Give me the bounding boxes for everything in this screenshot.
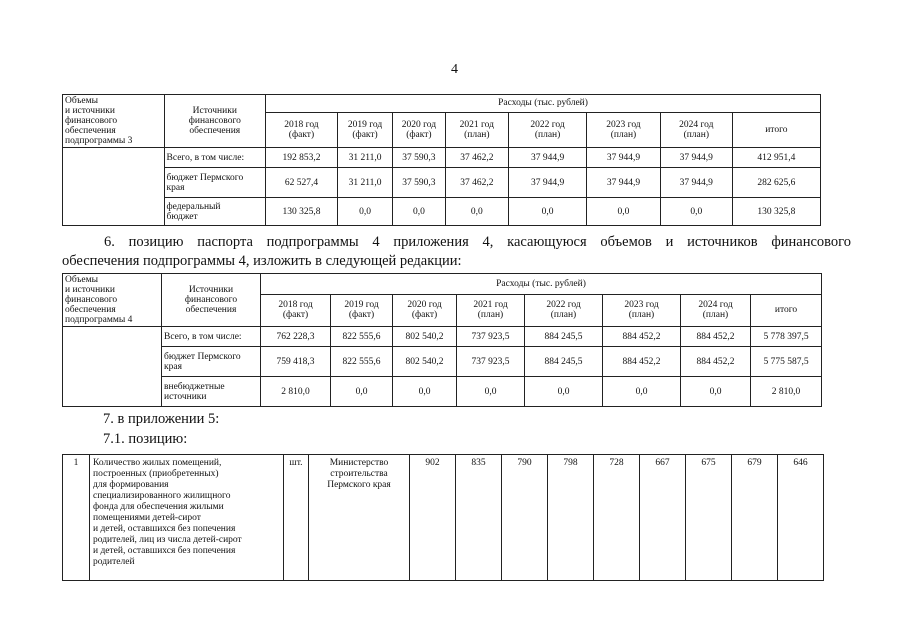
value-cell: 37 944,9 (587, 168, 661, 198)
row-label: федеральный бюджет (164, 198, 266, 226)
value-cell: 37 944,9 (660, 148, 732, 168)
value-cell: 0,0 (681, 377, 751, 407)
financing-table-subprogram-3 (62, 94, 821, 226)
value-cell: 130 325,8 (266, 198, 338, 226)
year-header: 2022 год (план) (509, 112, 587, 147)
indicator-unit: шт. (284, 455, 309, 581)
financing-table-subprogram-4 (62, 273, 822, 407)
value-cell: 37 944,9 (509, 148, 587, 168)
paragraph-6 (62, 233, 851, 271)
year-header: 2019 год (факт) (331, 294, 393, 326)
value-cell: 884 245,5 (525, 347, 603, 377)
value-cell: 0,0 (587, 198, 661, 226)
value-cell: 759 418,3 (261, 347, 331, 377)
year-header: 2018 год (факт) (261, 294, 331, 326)
indicator-value: 835 (456, 455, 502, 581)
value-cell: 737 923,5 (457, 347, 525, 377)
value-cell: 0,0 (509, 198, 587, 226)
indicator-name: Количество жилых помещений, построенных (приобретенных) для формирования специализированного жилищного фонда для обеспечения жилыми помещениями детей-сирот и детей, оставшихся без попечения родителей, лиц из числа детей-сирот и детей, оставшихся без попечения родителей (90, 455, 284, 581)
value-cell: 37 944,9 (660, 168, 732, 198)
value-cell: 762 228,3 (261, 327, 331, 347)
year-header: 2023 год (план) (603, 294, 681, 326)
value-cell: 282 625,6 (732, 168, 820, 198)
value-cell: 0,0 (393, 198, 445, 226)
value-cell: 31 211,0 (337, 148, 392, 168)
expenses-header: Расходы (тыс. рублей) (266, 95, 821, 113)
value-cell: 37 944,9 (587, 148, 661, 168)
value-cell: 5 775 587,5 (751, 347, 822, 377)
value-cell: 884 452,2 (603, 347, 681, 377)
value-cell: 802 540,2 (393, 327, 457, 347)
indicator-value: 790 (502, 455, 548, 581)
table-first-cell: Объемы и источники финансового обеспечения подпрограммы 3 (63, 95, 165, 148)
value-cell: 737 923,5 (457, 327, 525, 347)
value-cell: 0,0 (393, 377, 457, 407)
value-cell: 37 462,2 (445, 148, 509, 168)
indicator-value: 902 (410, 455, 456, 581)
year-header: 2021 год (план) (445, 112, 509, 147)
page-number: 4 (451, 62, 458, 77)
year-header: 2020 год (факт) (393, 112, 445, 147)
year-header: 2024 год (план) (660, 112, 732, 147)
total-header: итого (732, 112, 820, 147)
indicator-value: 675 (686, 455, 732, 581)
value-cell: 130 325,8 (732, 198, 820, 226)
value-cell: 0,0 (331, 377, 393, 407)
expenses-header: Расходы (тыс. рублей) (261, 274, 822, 295)
heading-7-1: 7.1. позицию: (103, 431, 188, 447)
value-cell: 0,0 (660, 198, 732, 226)
value-cell: 0,0 (457, 377, 525, 407)
value-cell: 2 810,0 (261, 377, 331, 407)
year-header: 2022 год (план) (525, 294, 603, 326)
indicator-value: 728 (594, 455, 640, 581)
value-cell: 31 211,0 (337, 168, 392, 198)
indicator-agency: Министерство строительства Пермского края (309, 455, 410, 581)
value-cell: 0,0 (445, 198, 509, 226)
year-header: 2024 год (план) (681, 294, 751, 326)
value-cell: 884 452,2 (603, 327, 681, 347)
indicator-value: 679 (732, 455, 778, 581)
indicator-value: 798 (548, 455, 594, 581)
value-cell: 802 540,2 (393, 347, 457, 377)
indicator-number: 1 (63, 455, 90, 581)
value-cell: 412 951,4 (732, 148, 820, 168)
value-cell: 192 853,2 (266, 148, 338, 168)
value-cell: 822 555,6 (331, 327, 393, 347)
value-cell: 5 778 397,5 (751, 327, 822, 347)
indicator-value: 646 (778, 455, 824, 581)
table-first-cell-cont (63, 148, 165, 226)
paragraph-6-line-2: обеспечения подпрограммы 4, изложить в следующей редакции: (62, 253, 462, 269)
value-cell: 0,0 (603, 377, 681, 407)
row-label: бюджет Пермского края (164, 168, 266, 198)
value-cell: 37 590,3 (393, 168, 445, 198)
total-header: итого (751, 294, 822, 326)
sources-header: Источники финансового обеспечения (164, 95, 266, 148)
paragraph-6-line-1: 6. позицию паспорта подпрограммы 4 приложения 4, касающуюся объемов и источников финансового (104, 234, 851, 250)
row-label: Всего, в том числе: (162, 327, 261, 347)
value-cell: 0,0 (525, 377, 603, 407)
value-cell: 0,0 (337, 198, 392, 226)
value-cell: 884 245,5 (525, 327, 603, 347)
indicator-value: 667 (640, 455, 686, 581)
indicator-table (62, 454, 824, 581)
year-header: 2020 год (факт) (393, 294, 457, 326)
heading-7: 7. в приложении 5: (103, 411, 220, 427)
row-label: бюджет Пермского края (162, 347, 261, 377)
sources-header: Источники финансового обеспечения (162, 274, 261, 327)
year-header: 2018 год (факт) (266, 112, 338, 147)
value-cell: 2 810,0 (751, 377, 822, 407)
year-header: 2019 год (факт) (337, 112, 392, 147)
table-first-cell: Объемы и источники финансового обеспечения подпрограммы 4 (63, 274, 162, 327)
value-cell: 37 462,2 (445, 168, 509, 198)
year-header: 2023 год (план) (587, 112, 661, 147)
row-label: Всего, в том числе: (164, 148, 266, 168)
value-cell: 884 452,2 (681, 327, 751, 347)
year-header: 2021 год (план) (457, 294, 525, 326)
row-label: внебюджетные источники (162, 377, 261, 407)
value-cell: 37 944,9 (509, 168, 587, 198)
value-cell: 37 590,3 (393, 148, 445, 168)
value-cell: 822 555,6 (331, 347, 393, 377)
value-cell: 62 527,4 (266, 168, 338, 198)
value-cell: 884 452,2 (681, 347, 751, 377)
table-first-cell-cont (63, 327, 162, 407)
